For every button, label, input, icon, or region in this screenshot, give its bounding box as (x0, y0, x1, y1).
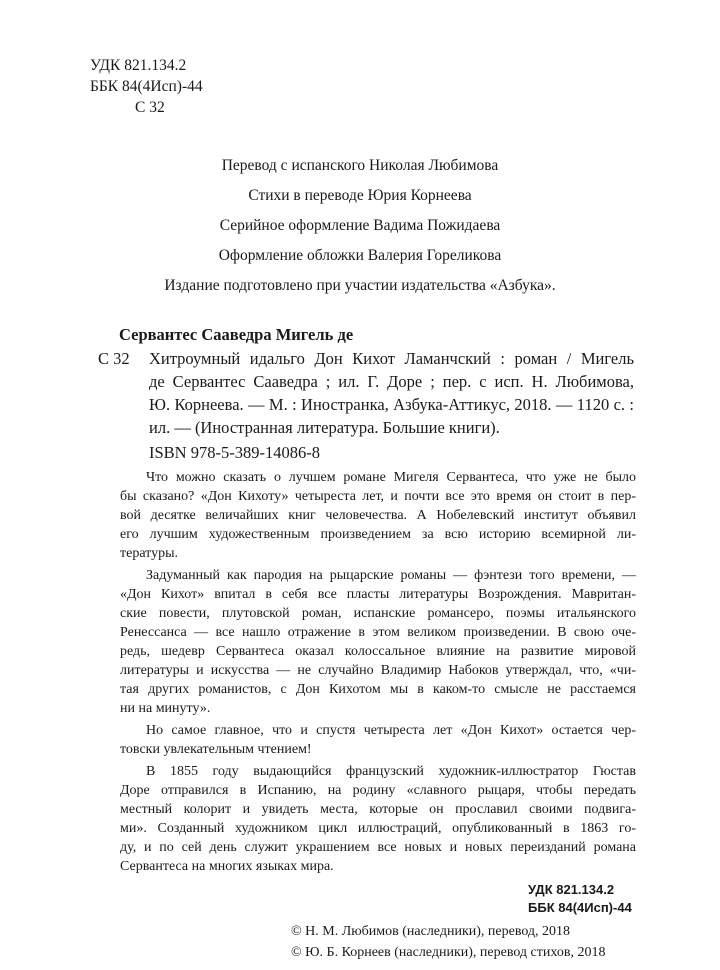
annotation-line: редь, шедевр Сервантеса оказал колоссальное влияние на развитие мировой (120, 644, 636, 659)
credit-series-design: Серийное оформление Вадима Пожидаева (219, 217, 501, 234)
annotation-line: Сервантеса на многих языках мира. (120, 859, 334, 874)
bib-line: ил. — (Иностранная литература. Большие книги). (149, 418, 500, 437)
copyright-verse-translation: © Ю. Б. Корнеев (наследники), перевод стихов, 2018 (291, 945, 606, 960)
annotation-line: Ренессанса — все нашло отражение в этом великом произведении. В свою оче- (120, 625, 636, 640)
annotation-line: ду, и по сей день служит украшением все новых и новых переизданий романа (120, 840, 636, 855)
annotation-line: местный колорит и увидеть места, которые он прославил своими подвига- (120, 802, 636, 817)
bib-line: Хитроумный идальго Дон Кихот Ламанчский : роман / Мигель (149, 349, 634, 368)
annotation-line: его лучшим художественным произведением за всю историю всемирной ли- (120, 527, 636, 542)
credit-publisher-note: Издание подготовлено при участии издательства «Азбука». (164, 277, 556, 294)
annotation-line: литературы и искусства — не случайно Владимир Набоков утверждал, что, «чи- (120, 663, 636, 678)
bib-author: Сервантес Сааведра Мигель де (119, 325, 354, 344)
copyright-translation: © Н. М. Любимов (наследники), перевод, 2018 (291, 924, 571, 939)
annotation-line: бы сказано? «Дон Кихоту» четыреста лет, и почти все это время он стоит в пер- (120, 489, 636, 504)
annotation-line: ми». Созданный художником цикл иллюстраций, опубликованный в 1863 го- (120, 821, 636, 836)
udk-code: УДК 821.134.2 (90, 57, 187, 74)
author-mark: С 32 (135, 99, 165, 116)
bbk-code: ББК 84(4Исп)-44 (90, 78, 203, 95)
annotation-line: вой десятке величайших книг человечества. А Нобелевский институт объявил (120, 508, 636, 523)
udk-code-bottom: УДК 821.134.2 (528, 882, 615, 897)
annotation-line: В 1855 году выдающийся французский художник-иллюстратор Гюстав (146, 764, 636, 779)
classification-codes-bottom (528, 881, 632, 917)
annotation-line: Доре отправился в Испанию, на родину «славного рыцаря, чтобы передать (120, 783, 636, 798)
annotation-line: Что можно сказать о лучшем романе Мигеля Сервантеса, что уже не было (146, 470, 636, 485)
bbk-code-bottom: ББК 84(4Исп)-44 (528, 900, 632, 915)
annotation-line: ские повести, плутовской роман, испанские романсеро, поэмы итальянского (120, 606, 636, 621)
annotation-line: «Дон Кихот» впитал в себя все пласты литературы Возрождения. Мавритан- (120, 587, 636, 602)
credit-cover-design: Оформление обложки Валерия Гореликова (218, 247, 502, 264)
credit-translator: Перевод с испанского Николая Любимова (221, 157, 499, 174)
isbn: ISBN 978-5-389-14086-8 (149, 443, 320, 462)
annotation-line: тая других романистов, с Дон Кихотом мы в каком-то смысле не расстаемся (120, 682, 636, 697)
annotation-line: товски увлекательным чтением! (120, 742, 312, 757)
bib-line: Ю. Корнеева. — М. : Иностранка, Азбука-Аттикус, 2018. — 1120 с. : (149, 395, 634, 414)
classification-codes (90, 55, 203, 118)
credit-verse-translator: Стихи в переводе Юрия Корнеева (248, 187, 472, 204)
annotation-line: Задуманный как пародия на рыцарские романы — фэнтези того времени, — (146, 568, 636, 583)
annotation-line: Но самое главное, что и спустя четыреста лет «Дон Кихот» остается чер- (146, 723, 636, 738)
annotation-line: ни на минуту». (120, 701, 211, 716)
bib-line: де Сервантес Сааведра ; ил. Г. Доре ; пер. с исп. Н. Любимова, (149, 372, 634, 391)
bib-mark: С 32 (98, 349, 130, 368)
annotation-line: тературы. (120, 546, 179, 561)
